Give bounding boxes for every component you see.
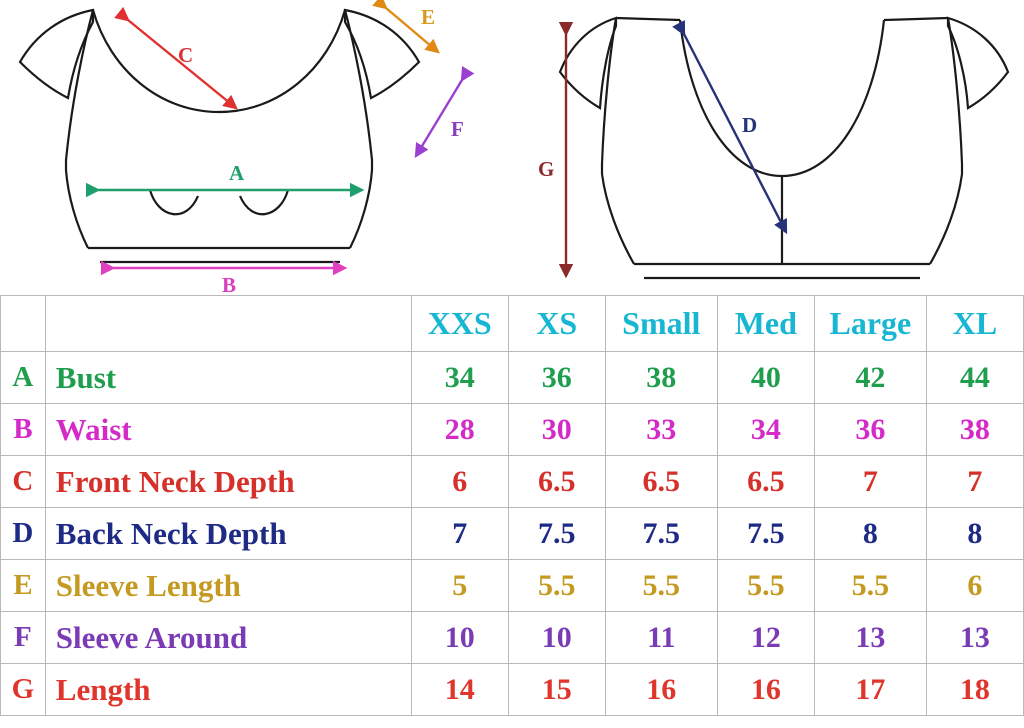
cell-bust-large: 42 [814, 352, 926, 404]
cell-length-xs: 15 [508, 664, 605, 716]
cell-front-neck-depth-xs: 6.5 [508, 456, 605, 508]
table-row [1, 612, 1024, 664]
table-row [1, 664, 1024, 716]
cell-length-xxs: 14 [411, 664, 508, 716]
cell-sleeve-length-small: 5.5 [605, 560, 717, 612]
header-size-med: Med [717, 296, 814, 352]
cell-waist-small: 33 [605, 404, 717, 456]
header-size-xl: XL [926, 296, 1023, 352]
cell-bust-xxs: 34 [411, 352, 508, 404]
dimension-label-g: G [538, 157, 555, 181]
cell-front-neck-depth-xl: 7 [926, 456, 1023, 508]
row-name-sleeve-around: Sleeve Around [45, 612, 411, 664]
row-key-c: C [1, 456, 46, 508]
header-size-large: Large [814, 296, 926, 352]
row-name-length: Length [45, 664, 411, 716]
row-key-e: E [1, 560, 46, 612]
cell-back-neck-depth-large: 8 [814, 508, 926, 560]
cell-sleeve-length-large: 5.5 [814, 560, 926, 612]
blouse-diagram [0, 0, 1024, 295]
cell-sleeve-length-xxs: 5 [411, 560, 508, 612]
cell-length-small: 16 [605, 664, 717, 716]
cell-length-large: 17 [814, 664, 926, 716]
header-size-xs: XS [508, 296, 605, 352]
table-row [1, 456, 1024, 508]
row-name-sleeve-length: Sleeve Length [45, 560, 411, 612]
cell-front-neck-depth-small: 6.5 [605, 456, 717, 508]
measurements-table [0, 295, 1024, 716]
row-key-g: G [1, 664, 46, 716]
dimension-label-e: E [421, 5, 436, 29]
dimension-label-c: C [178, 43, 194, 67]
cell-waist-large: 36 [814, 404, 926, 456]
row-name-bust: Bust [45, 352, 411, 404]
table-row [1, 404, 1024, 456]
dimension-label-b: B [222, 273, 237, 295]
row-key-b: B [1, 404, 46, 456]
blouse-diagram-svg [0, 0, 1024, 295]
row-key-a: A [1, 352, 46, 404]
dimension-label-a: A [229, 161, 245, 185]
header-size-xxs: XXS [411, 296, 508, 352]
cell-back-neck-depth-xxs: 7 [411, 508, 508, 560]
header-size-small: Small [605, 296, 717, 352]
row-key-f: F [1, 612, 46, 664]
cell-waist-med: 34 [717, 404, 814, 456]
table-row [1, 508, 1024, 560]
cell-front-neck-depth-large: 7 [814, 456, 926, 508]
cell-sleeve-around-small: 11 [605, 612, 717, 664]
cell-sleeve-around-xs: 10 [508, 612, 605, 664]
cell-back-neck-depth-xl: 8 [926, 508, 1023, 560]
dimension-label-f: F [451, 117, 464, 141]
cell-waist-xl: 38 [926, 404, 1023, 456]
header-corner-key [1, 296, 46, 352]
table-row [1, 560, 1024, 612]
cell-bust-xl: 44 [926, 352, 1023, 404]
cell-bust-xs: 36 [508, 352, 605, 404]
front-view-outline [20, 10, 419, 262]
cell-back-neck-depth-xs: 7.5 [508, 508, 605, 560]
cell-sleeve-around-xxs: 10 [411, 612, 508, 664]
row-name-waist: Waist [45, 404, 411, 456]
cell-sleeve-length-med: 5.5 [717, 560, 814, 612]
dimension-label-d: D [742, 113, 758, 137]
cell-sleeve-length-xs: 5.5 [508, 560, 605, 612]
cell-sleeve-around-xl: 13 [926, 612, 1023, 664]
back-view-outline [560, 18, 1008, 278]
cell-back-neck-depth-med: 7.5 [717, 508, 814, 560]
cell-sleeve-length-xl: 6 [926, 560, 1023, 612]
cell-waist-xs: 30 [508, 404, 605, 456]
cell-length-med: 16 [717, 664, 814, 716]
cell-bust-med: 40 [717, 352, 814, 404]
cell-back-neck-depth-small: 7.5 [605, 508, 717, 560]
table-header-row [1, 296, 1024, 352]
cell-front-neck-depth-med: 6.5 [717, 456, 814, 508]
dimension-line-d [684, 34, 786, 232]
row-name-front-neck-depth: Front Neck Depth [45, 456, 411, 508]
cell-waist-xxs: 28 [411, 404, 508, 456]
table-row [1, 352, 1024, 404]
cell-sleeve-around-large: 13 [814, 612, 926, 664]
cell-length-xl: 18 [926, 664, 1023, 716]
row-name-back-neck-depth: Back Neck Depth [45, 508, 411, 560]
cell-sleeve-around-med: 12 [717, 612, 814, 664]
cell-bust-small: 38 [605, 352, 717, 404]
row-key-d: D [1, 508, 46, 560]
cell-front-neck-depth-xxs: 6 [411, 456, 508, 508]
header-corner-name [45, 296, 411, 352]
